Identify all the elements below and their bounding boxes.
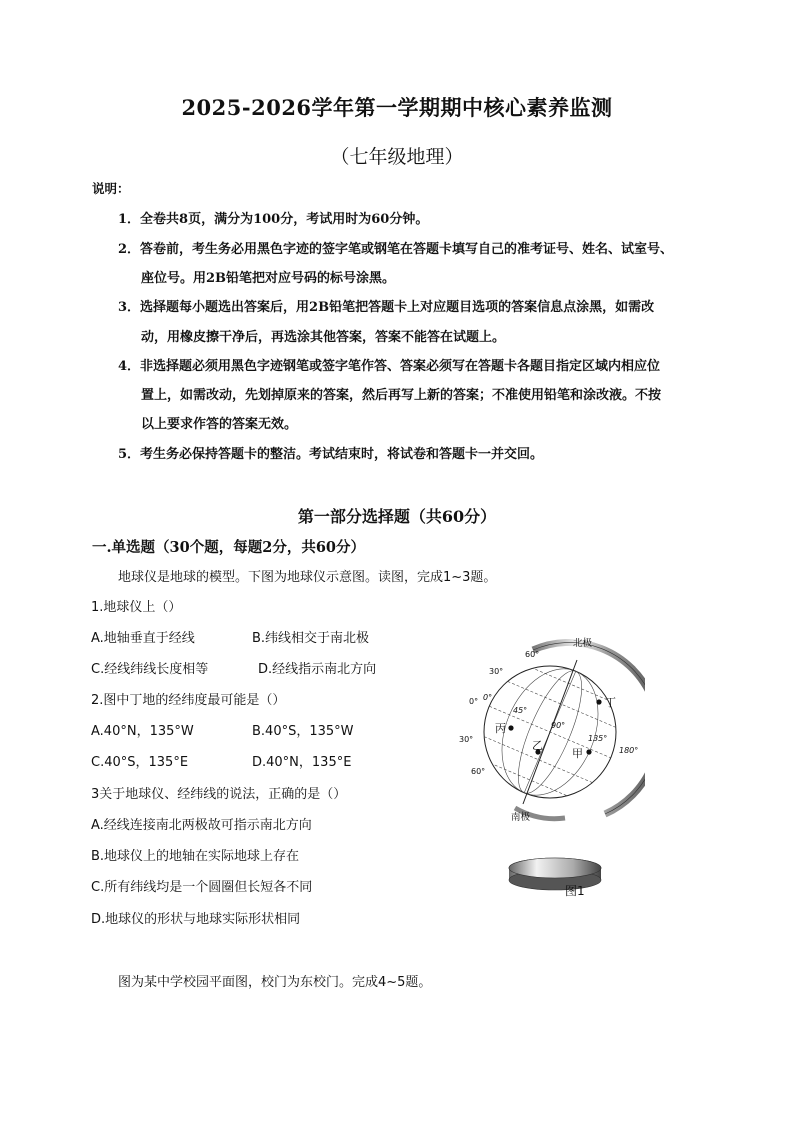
instruction-item-4-cont2: 以上要求作答的答案无效。 xyxy=(141,417,298,432)
lon-45-label: 45° xyxy=(513,706,528,715)
question-3-option-c: C.所有纬线均是一个圆圈但长短各不同 xyxy=(91,880,313,895)
globe-figure xyxy=(455,632,645,900)
south-pole-label: 南极 xyxy=(511,812,531,823)
lon-90-label: 90° xyxy=(551,721,566,730)
question-3-option-b: B.地球仪上的地轴在实际地球上存在 xyxy=(91,849,300,864)
instruction-item-5: 5．考生务必保持答题卡的整洁。考试结束时，将试卷和答题卡一并交回。 xyxy=(118,447,544,462)
instruction-item-1: 1．全卷共8页，满分为100分，考试用时为60分钟。 xyxy=(118,212,429,227)
lat-60s-label: 60° xyxy=(471,767,486,776)
intro-text-2: 图为某中学校园平面图，校门为东校门。完成4~5题。 xyxy=(118,975,432,990)
question-3-stem: 3关于地球仪、经纬线的说法，正确的是（） xyxy=(91,787,347,802)
question-2-option-b: B.40°S，135°W xyxy=(252,724,354,739)
lat-60n-label: 60° xyxy=(525,650,540,659)
intro-text: 地球仪是地球的模型。下图为地球仪示意图。读图，完成1~3题。 xyxy=(118,570,497,585)
instructions-label: 说明： xyxy=(92,181,130,196)
question-3-option-d: D.地球仪的形状与地球实际形状相同 xyxy=(91,912,301,927)
point-ding xyxy=(596,699,601,704)
section-title: 一.单选题（30个题，每题2分，共60分） xyxy=(92,539,365,556)
question-2-stem: 2.图中丁地的经纬度最可能是（） xyxy=(91,693,286,708)
question-2-option-c: C.40°S，135°E xyxy=(91,755,189,770)
lat-30s-label: 30° xyxy=(459,735,474,744)
part-title: 第一部分选择题（共60分） xyxy=(297,507,497,526)
lon-180-label: 180° xyxy=(619,746,639,755)
page-subtitle: （七年级地理） xyxy=(330,146,464,168)
question-2-option-a: A.40°N，135°W xyxy=(91,724,194,739)
question-2-option-d: D.40°N，135°E xyxy=(252,755,352,770)
point-ding-label: 丁 xyxy=(605,696,616,709)
lat-30n-label: 30° xyxy=(489,667,504,676)
point-jia-label: 甲 xyxy=(572,747,583,760)
point-bing-label: 丙 xyxy=(495,722,506,735)
north-pole-label: 北极 xyxy=(573,638,593,649)
point-yi-label: 乙 xyxy=(532,739,543,752)
instruction-item-4: 4．非选择题必须用黑色字迹钢笔或签字笔作答、答案必须写在答题卡各题目指定区域内相应位 xyxy=(118,359,661,374)
point-jia xyxy=(586,749,591,754)
instruction-item-3-cont: 动，用橡皮擦干净后，再选涂其他答案，答案不能答在试题上。 xyxy=(141,330,506,345)
instruction-item-4-cont: 置上，如需改动，先划掉原来的答案，然后再写上新的答案；不准使用铅笔和涂改液。不按 xyxy=(141,388,662,403)
lon-135-label: 135° xyxy=(588,734,608,743)
question-1-option-b: B.纬线相交于南北极 xyxy=(252,631,370,646)
question-1-option-d: D.经线指示南北方向 xyxy=(258,662,377,677)
question-1-option-c: C.经线纬线长度相等 xyxy=(91,662,209,677)
question-1-option-a: A.地轴垂直于经线 xyxy=(91,631,195,646)
question-3-option-a: A.经线连接南北两极故可指示南北方向 xyxy=(91,818,312,833)
figure-caption: 图1 xyxy=(565,884,585,898)
question-1-stem: 1.地球仪上（） xyxy=(91,600,182,615)
lat-0-label: 0° xyxy=(469,697,479,706)
page-title: 2025-2026学年第一学期期中核心素养监测 xyxy=(181,95,613,120)
instruction-item-2-cont: 座位号。用2B铅笔把对应号码的标号涂黑。 xyxy=(141,271,396,286)
lon-0-label: 0° xyxy=(483,693,493,702)
point-bing xyxy=(508,725,513,730)
instruction-item-2: 2．答卷前，考生务必用黑色字迹的签字笔或钢笔在答题卡填写自己的准考证号、姓名、试室号、 xyxy=(118,242,674,257)
instruction-item-3: 3．选择题每小题选出答案后，用2B铅笔把答题卡上对应题目选项的答案信息点涂黑，如需改 xyxy=(118,300,655,315)
